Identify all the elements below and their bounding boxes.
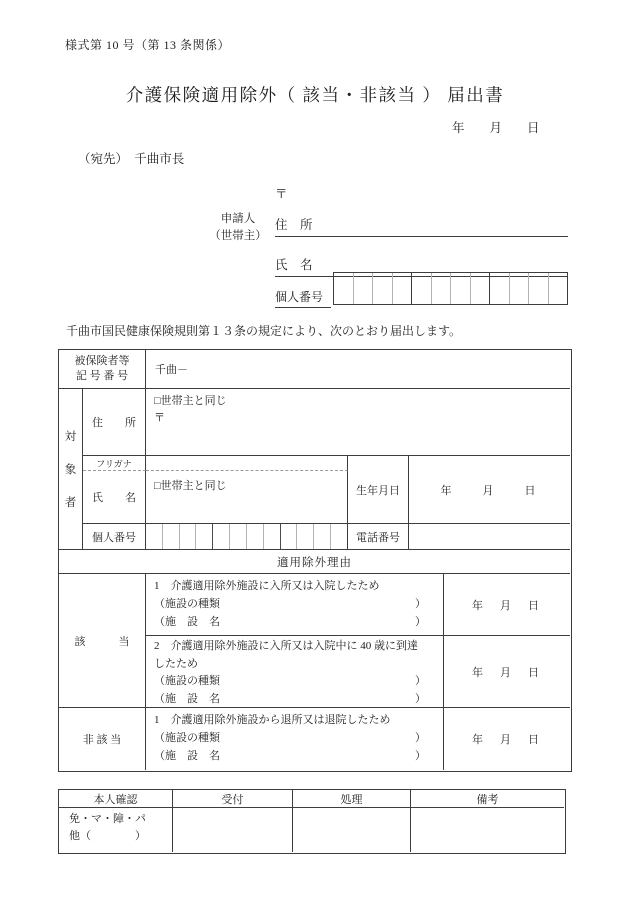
- close-paren: ）: [415, 692, 426, 705]
- same-as-head-checkbox[interactable]: □世帯主と同じ: [154, 395, 227, 407]
- subject-name-cell[interactable]: [146, 471, 348, 524]
- facility-type-line: [154, 595, 426, 613]
- subject-name-label: 氏 名: [83, 471, 146, 524]
- not-applicable-label: 非 該 当: [59, 708, 146, 770]
- reason-applicable-2: [146, 636, 444, 708]
- personal-number-label: 個人番号: [275, 288, 331, 308]
- facility-type-blank[interactable]: [220, 673, 415, 691]
- postal-mark: 〒: [154, 412, 165, 424]
- personal-number-cell[interactable]: [163, 524, 180, 549]
- reason-date-cell[interactable]: 年 月 日: [444, 574, 570, 636]
- personal-number-cell[interactable]: [180, 524, 197, 549]
- insured-symbol-prefix: 千曲－: [155, 364, 188, 376]
- reason-date-cell[interactable]: 年 月 日: [472, 734, 542, 746]
- identity-options-line2: 他（ ）: [69, 830, 146, 842]
- exemption-reason-header: 適用除外理由: [59, 550, 570, 574]
- birthdate-label: 生年月日: [348, 456, 409, 524]
- subject-char: 者: [64, 497, 77, 509]
- facility-type-label: （施設の種類: [154, 598, 220, 610]
- furigana-value-cell[interactable]: [146, 456, 348, 471]
- address-field[interactable]: [275, 215, 568, 237]
- facility-name-line: [154, 747, 426, 765]
- personal-number-cell[interactable]: [196, 524, 213, 549]
- personal-number-cell[interactable]: [264, 524, 281, 549]
- facility-name-label: （施 設 名: [154, 692, 220, 705]
- facility-name-blank[interactable]: [220, 747, 415, 765]
- close-paren: ）: [415, 616, 426, 628]
- reason-text: 2 介護適用除外施設に入所又は入院中に 40 歳に到達: [154, 640, 418, 652]
- reason-text-continued: したため: [154, 657, 198, 670]
- phone-label: 電話番号: [348, 524, 409, 550]
- personal-number-cell[interactable]: [373, 273, 393, 304]
- personal-number-cell[interactable]: [471, 273, 491, 304]
- facility-type-blank[interactable]: [220, 729, 415, 747]
- reason-text: 1 介護適用除外施設から退所又は退院したため: [154, 714, 391, 726]
- personal-number-cell[interactable]: [314, 524, 331, 549]
- processing-cell[interactable]: [293, 808, 411, 852]
- subject-table: [58, 349, 572, 772]
- insured-symbol-label: [59, 350, 146, 389]
- close-paren: ）: [415, 750, 426, 762]
- applicant-label-line1: 申請人: [220, 213, 256, 225]
- subject-column-label: [59, 389, 83, 550]
- personal-number-cell[interactable]: [451, 273, 471, 304]
- form-title: 介護保険適用除外（ 該当・非該当 ） 届出書: [125, 85, 505, 105]
- phone-value-cell[interactable]: [409, 524, 570, 550]
- addressee-label: （宛先） 千曲市長: [78, 152, 185, 166]
- applicant-label-line2: （世帯主）: [209, 230, 267, 242]
- reason-not-applicable-1: [146, 708, 444, 770]
- personal-number-cell[interactable]: [490, 273, 510, 304]
- birthdate-value-cell[interactable]: 年 月 日: [409, 456, 570, 524]
- facility-name-line: [154, 691, 426, 709]
- office-use-table: [58, 789, 566, 854]
- applicant-label: [208, 211, 268, 245]
- personal-number-cell[interactable]: [331, 524, 347, 549]
- facility-type-label: （施設の種類: [154, 732, 220, 744]
- personal-number-cell[interactable]: [297, 524, 314, 549]
- subject-personal-number-boxes[interactable]: [146, 524, 348, 550]
- personal-number-cell[interactable]: [432, 273, 452, 304]
- reason-text: 1 介護適用除外施設に入所又は入院したため: [154, 580, 380, 592]
- personal-number-cell[interactable]: [146, 524, 163, 549]
- personal-number-cell[interactable]: [549, 273, 568, 304]
- declaration-text: 千曲市国民健康保険規則第１３条の規定により、次のとおり届出します。: [66, 324, 462, 338]
- subject-address-label: 住 所: [83, 389, 146, 456]
- personal-number-cell[interactable]: [213, 524, 230, 549]
- reception-cell[interactable]: [173, 808, 293, 852]
- personal-number-cell[interactable]: [247, 524, 264, 549]
- header-reception: 受付: [173, 790, 293, 808]
- personal-number-cell[interactable]: [412, 273, 432, 304]
- remarks-cell[interactable]: [411, 808, 564, 852]
- subject-address-cell[interactable]: [146, 389, 570, 456]
- insured-symbol-value-cell[interactable]: [146, 350, 570, 389]
- subject-personal-number-label: 個人番号: [83, 524, 146, 550]
- personal-number-cell[interactable]: [510, 273, 530, 304]
- close-paren: ）: [415, 598, 426, 610]
- facility-name-blank[interactable]: [220, 613, 415, 631]
- header-identity-check: 本人確認: [59, 790, 173, 808]
- close-paren: ）: [415, 732, 426, 744]
- facility-type-blank[interactable]: [220, 595, 415, 613]
- facility-name-line: [154, 613, 426, 631]
- personal-number-cell[interactable]: [281, 524, 298, 549]
- form-number-label: 様式第 10 号（第 13 条関係）: [65, 38, 231, 52]
- personal-number-cell[interactable]: [334, 273, 354, 304]
- identity-options-line1: 免・マ・障・パ: [69, 813, 146, 825]
- header-remarks: 備考: [411, 790, 564, 808]
- personal-number-cell[interactable]: [230, 524, 247, 549]
- close-paren: ）: [415, 675, 426, 687]
- postal-mark: 〒: [275, 187, 288, 201]
- facility-name-blank[interactable]: [220, 691, 415, 709]
- address-field-label: 住 所: [275, 218, 313, 232]
- personal-number-cell[interactable]: [529, 273, 549, 304]
- personal-number-cell[interactable]: [354, 273, 374, 304]
- name-field-label: 氏 名: [275, 258, 313, 272]
- insured-symbol-label-line2: 記 号 番 号: [75, 370, 129, 382]
- header-date-field[interactable]: 年 月 日: [452, 121, 540, 135]
- subject-char: 対: [64, 431, 77, 443]
- facility-type-label: （施設の種類: [154, 675, 220, 687]
- same-as-head-checkbox[interactable]: □世帯主と同じ: [154, 480, 227, 492]
- facility-type-line: [154, 729, 426, 747]
- reason-date-cell[interactable]: 年 月 日: [444, 636, 570, 708]
- subject-char: 象: [64, 464, 77, 476]
- header-processing: 処理: [293, 790, 411, 808]
- identity-check-cell[interactable]: [59, 808, 173, 852]
- reason-applicable-1: [146, 574, 444, 636]
- personal-number-cell[interactable]: [393, 273, 413, 304]
- applicable-label: 該 当: [59, 574, 146, 708]
- furigana-label: フリガナ: [83, 456, 146, 471]
- facility-name-label: （施 設 名: [154, 750, 220, 762]
- personal-number-boxes[interactable]: [333, 272, 568, 305]
- facility-type-line: [154, 673, 426, 691]
- insured-symbol-label-line1: 被保険者等: [74, 355, 130, 367]
- facility-name-label: （施 設 名: [154, 616, 220, 628]
